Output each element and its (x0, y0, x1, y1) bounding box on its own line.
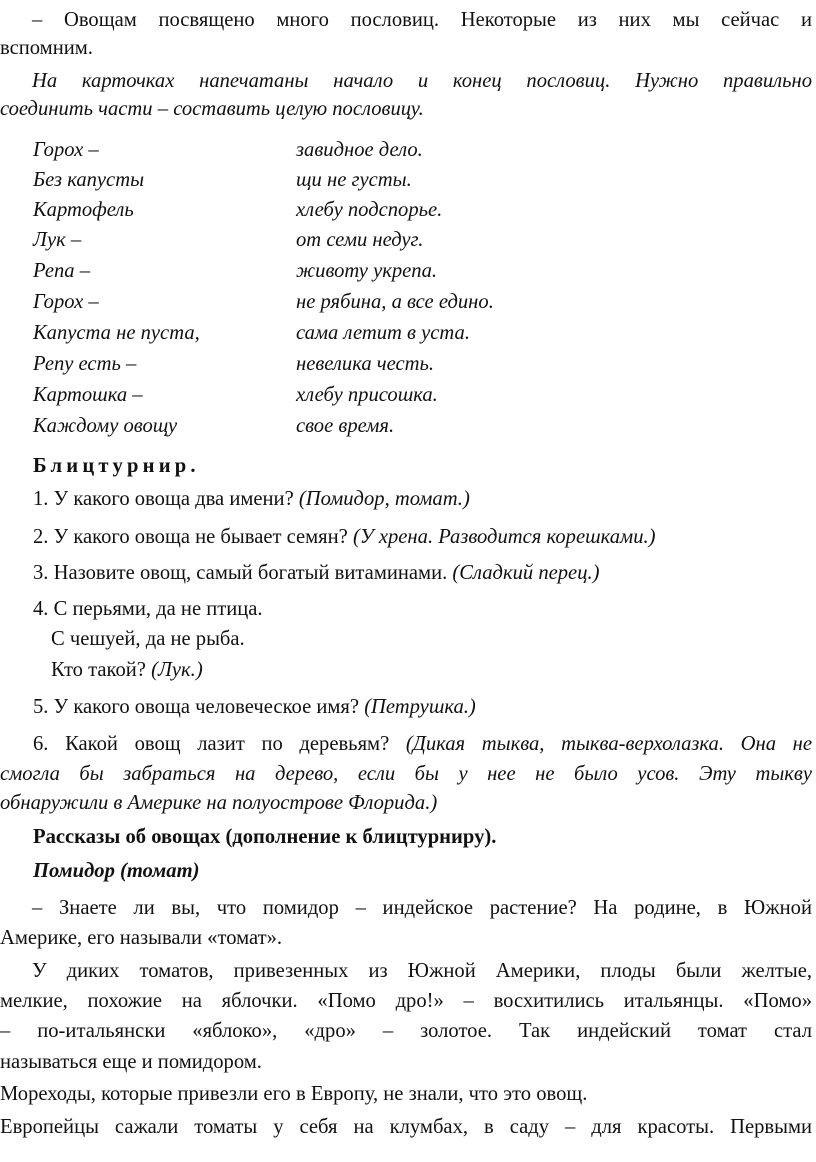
story-p2-line-2: мелкие, похожие на яблочки. «Помо дро!» – восхитились итальянцы. «Помо» (0, 990, 812, 1012)
blitz-question-3 (33, 563, 600, 584)
proverb-start: Репа – (33, 260, 91, 282)
proverb-end: животу укрепа. (296, 260, 438, 282)
proverb-start: Лук – (33, 229, 82, 251)
story-p3: Мореходы, которые привезли его в Европу, не знали, что это овощ. (0, 1083, 588, 1105)
stories-heading: Рассказы об овощах (дополнение к блицтурниру). (33, 826, 497, 848)
story-p4: Европейцы сажали томаты у себя на клумбах, в саду – для красоты. Первыми (0, 1116, 812, 1138)
story-p1-line-2: Америке, его называли «томат». (0, 927, 283, 949)
blitz-heading: Блицтурнир. (33, 455, 200, 477)
proverb-end: от семи недуг. (296, 229, 424, 251)
story-p1-line-1: – Знаете ли вы, что помидор – индейское растение? На родине, в Южной (32, 897, 812, 919)
proverb-start: Каждому овощу (33, 415, 178, 437)
proverb-start: Горох – (33, 291, 99, 313)
proverb-end: свое время. (296, 415, 395, 437)
answer-text: (Петрушка.) (364, 696, 476, 718)
proverb-end: хлебу подспорье. (296, 199, 443, 221)
proverb-end: невелика честь. (296, 353, 434, 375)
instruction-line-1: На карточках напечатаны начало и конец пословиц. Нужно правильно (32, 70, 812, 92)
stories-subheading: Помидор (томат) (33, 860, 200, 882)
question-6-line-2: смогла бы забраться на дерево, если бы у нее не было усов. Эту тыкву (0, 763, 812, 785)
answer-text: (Дикая тыква, тыква-верхолазка. Она не (405, 733, 812, 755)
story-p2-line-1: У диких томатов, привезенных из Южной Америки, плоды были желтые, (32, 960, 812, 982)
answer-text: (У хрена. Разводится корешками.) (352, 526, 656, 548)
proverb-start: Капуста не пуста, (33, 322, 200, 344)
blitz-question-5 (33, 697, 476, 718)
question-text: 3. Назовите овощ, самый богатый витаминами. (33, 562, 448, 584)
story-p2-line-4: называться еще и помидором. (0, 1051, 262, 1073)
question-text: 5. У какого овоща человеческое имя? (33, 696, 360, 718)
story-p2-line-3: – по-итальянски «яблоко», «дро» – золотое. Так индейский томат стал (0, 1020, 812, 1042)
proverb-end: не рябина, а все едино. (296, 291, 494, 313)
riddle-line-1: 4. С перьями, да не птица. (33, 598, 263, 620)
answer-text: (Сладкий перец.) (452, 562, 600, 584)
proverb-end: щи не густы. (296, 169, 412, 191)
proverb-start: Картофель (33, 199, 134, 221)
question-text: 6. Какой овощ лазит по деревьям? (33, 733, 390, 755)
question-text: 1. У какого овоща два имени? (33, 488, 294, 510)
blitz-question-1 (33, 489, 470, 510)
question-6-line-1 (0, 734, 812, 755)
answer-text: (Помидор, томат.) (298, 488, 470, 510)
proverb-end: хлебу присошка. (296, 384, 438, 406)
intro-line-2: вспомним. (0, 37, 93, 59)
riddle-line-2: С чешуей, да не рыба. (51, 628, 245, 650)
proverb-start: Репу есть – (33, 353, 137, 375)
riddle-line-3 (51, 660, 203, 681)
question-text: 2. У какого овоща не бывает семян? (33, 526, 348, 548)
question-text: Кто такой? (51, 659, 146, 681)
proverb-start: Горох – (33, 139, 99, 161)
proverb-start: Картошка – (33, 384, 143, 406)
question-6-line-3: обнаружили в Америке на полуострове Флорида.) (0, 792, 438, 814)
proverb-end: сама летит в уста. (296, 322, 470, 344)
intro-line-1: – Овощам посвящено много пословиц. Некоторые из них мы сейчас и (32, 9, 812, 31)
proverb-start: Без капусты (33, 169, 145, 191)
proverb-end: завидное дело. (296, 139, 423, 161)
blitz-question-2 (33, 527, 656, 548)
instruction-line-2: соединить части – составить целую пословицу. (0, 98, 424, 120)
answer-text: (Лук.) (151, 659, 203, 681)
